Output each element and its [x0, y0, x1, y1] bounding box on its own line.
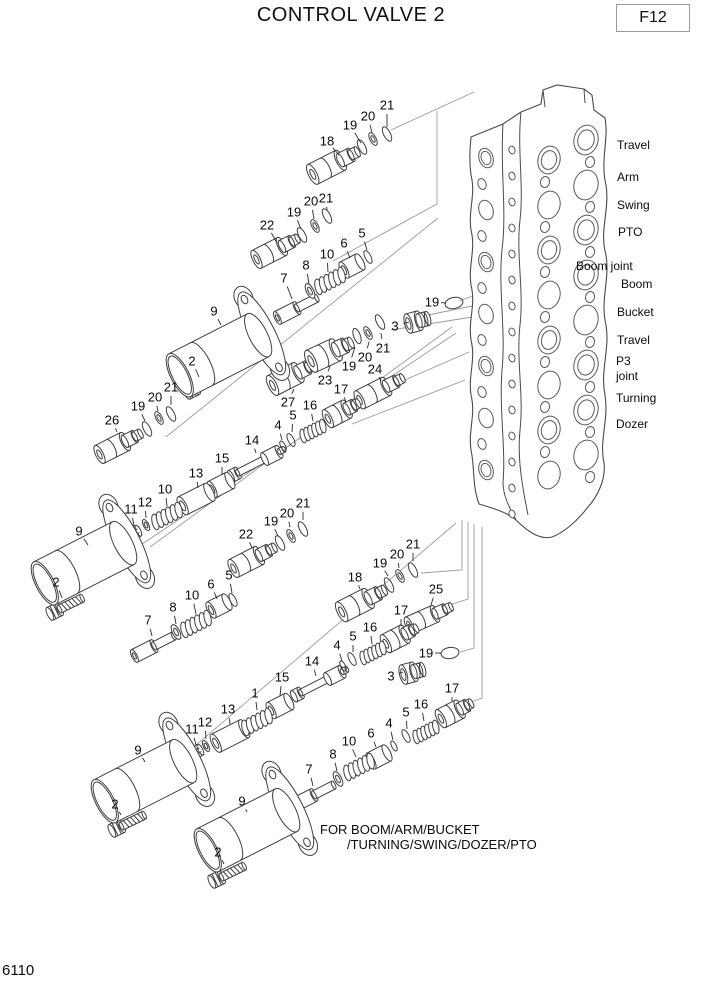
callout-leader	[314, 670, 316, 676]
part-number: 7	[305, 761, 313, 777]
part-number: 5	[349, 628, 357, 644]
part-number: 14	[244, 432, 260, 448]
callout-leader	[229, 718, 230, 724]
part-number: 22	[259, 217, 275, 233]
port-label: PTO	[618, 225, 643, 239]
callout-leader	[358, 585, 360, 589]
part-washer	[153, 410, 165, 425]
part-number: 15	[214, 450, 230, 466]
callout-leader	[255, 449, 256, 453]
callout-leader	[381, 333, 382, 339]
port-label: Bucket	[617, 305, 654, 319]
part-number: 22	[238, 526, 254, 542]
callout-leader	[250, 542, 252, 548]
part-ring	[406, 561, 419, 578]
part-number: 16	[302, 397, 318, 413]
part-number: 26	[104, 412, 120, 428]
part-number: 9	[75, 523, 83, 539]
part-number: 2	[188, 353, 196, 369]
part-number: 10	[157, 481, 173, 497]
part-number: 21	[318, 190, 334, 206]
callout-leader	[289, 522, 290, 527]
callout-leader	[280, 686, 281, 696]
part-number: 17	[333, 381, 349, 397]
callout-leader	[371, 636, 372, 644]
part-number: 24	[367, 361, 383, 377]
part-number: 2	[214, 844, 222, 860]
callout-leader	[292, 389, 294, 394]
part-number: 12	[137, 494, 153, 510]
part-number: 18	[347, 569, 363, 585]
part-ring	[296, 520, 309, 537]
part-spool	[433, 694, 477, 730]
part-number: 21	[163, 379, 179, 395]
callout-leader	[374, 741, 376, 747]
part-ring	[164, 405, 177, 422]
part-number: 3	[391, 318, 399, 334]
part-number: 11	[185, 721, 199, 737]
part-washer	[285, 528, 297, 543]
part-number: 7	[280, 270, 288, 286]
callout-leader	[275, 529, 278, 536]
part-number: 21	[375, 340, 391, 356]
callout-leader	[311, 778, 313, 786]
callout-leader	[280, 434, 282, 440]
port-label: Boom	[621, 277, 653, 291]
part-number: 7	[144, 612, 152, 628]
part-number: 9	[210, 303, 218, 319]
part-spool	[320, 394, 364, 430]
exploded-parts	[13, 125, 477, 900]
part-callouts	[52, 98, 459, 865]
callout-leader	[287, 286, 292, 299]
port-label: Dozer	[616, 417, 649, 431]
part-number: 19	[424, 294, 440, 310]
part-number: 19	[418, 645, 434, 661]
callout-leader	[256, 702, 257, 710]
port-label: joint	[616, 369, 639, 383]
part-number: 13	[220, 701, 236, 717]
part-number: 19	[130, 398, 146, 414]
port-label: Turning	[616, 391, 657, 405]
part-number: 5	[358, 225, 366, 241]
part-rod	[129, 629, 178, 663]
callout-leader	[115, 428, 117, 432]
callout-leader	[398, 563, 399, 568]
part-number: 3	[387, 668, 395, 684]
part-ring	[346, 651, 358, 666]
part-spool	[333, 579, 391, 623]
part-number: 16	[413, 696, 429, 712]
part-number: 19	[286, 204, 302, 220]
part-number: 8	[302, 257, 310, 273]
part-number: 19	[372, 555, 388, 571]
callout-leader	[367, 342, 369, 348]
page-title: CONTROL VALVE 2	[256, 4, 446, 26]
part-number: 25	[428, 581, 444, 597]
callout-leader	[218, 319, 221, 325]
callout-leader	[327, 263, 328, 272]
part-number: 6	[207, 576, 215, 592]
part-washer	[394, 568, 406, 583]
port-label: Travel	[617, 138, 650, 152]
part-number: 6	[340, 235, 348, 251]
port-label: Arm	[617, 170, 639, 184]
part-number: 10	[184, 587, 200, 603]
part-washer	[309, 218, 321, 233]
part-number: 2	[111, 796, 119, 812]
part-number: 20	[147, 389, 163, 405]
part-number: 19	[341, 358, 357, 374]
part-spool	[92, 424, 147, 465]
part-spool	[226, 538, 281, 579]
diagram-caption-line1: FOR BOOM/ARM/BUCKET	[320, 822, 480, 837]
callout-leader	[307, 274, 309, 284]
part-ring	[389, 740, 398, 752]
part-ring	[285, 432, 297, 447]
part-number: 15	[274, 669, 290, 685]
part-stem	[226, 442, 289, 483]
part-number: 20	[389, 546, 405, 562]
callout-leader	[150, 629, 152, 636]
callout-leader	[423, 713, 424, 721]
part-washer	[367, 131, 379, 146]
diagram-caption-line2: /TURNING/SWING/DOZER/PTO	[347, 837, 537, 852]
callout-leader	[166, 498, 167, 506]
part-spool	[249, 229, 304, 270]
page-code-badge: F12	[616, 4, 690, 32]
callout-leader	[312, 414, 313, 421]
callout-leader	[142, 414, 145, 421]
port-label: Swing	[617, 198, 650, 212]
part-number: 6	[367, 725, 375, 741]
callout-leader	[230, 584, 232, 593]
part-ringH	[440, 646, 459, 660]
part-number: 8	[329, 746, 337, 762]
part-plug	[402, 308, 433, 334]
part-ring	[400, 728, 412, 743]
part-number: 16	[362, 619, 378, 635]
part-washer	[362, 325, 374, 340]
part-number: 19	[263, 513, 279, 529]
part-number: 2	[52, 574, 60, 590]
callout-leader	[312, 210, 314, 219]
part-number: 5	[225, 567, 233, 583]
part-number: 18	[319, 133, 335, 149]
part-number: 5	[402, 704, 410, 720]
part-number: 5	[289, 407, 297, 423]
part-number: 20	[357, 349, 373, 365]
valve-body	[470, 85, 607, 538]
part-number: 20	[360, 108, 376, 124]
callout-leader	[340, 654, 342, 661]
callout-leader	[194, 738, 196, 745]
callout-leader	[353, 749, 356, 757]
part-number: 8	[169, 599, 177, 615]
part-number: 20	[279, 505, 295, 521]
part-number: 9	[134, 742, 142, 758]
part-number: 20	[303, 193, 319, 209]
part-cap	[148, 281, 297, 425]
part-number: 19	[342, 117, 358, 133]
part-number: 17	[393, 602, 409, 618]
part-number: 13	[188, 465, 204, 481]
part-number: 4	[385, 715, 393, 731]
part-number: 4	[333, 637, 341, 653]
part-cap	[13, 489, 162, 633]
callout-leader	[391, 732, 393, 740]
part-number: 21	[295, 495, 311, 511]
part-number: 17	[444, 680, 460, 696]
part-number: 10	[341, 733, 357, 749]
part-number: 10	[319, 246, 335, 262]
callout-leader	[175, 616, 176, 624]
part-washer	[141, 518, 151, 531]
port-label: Travel	[617, 333, 650, 347]
part-number: 21	[405, 536, 421, 552]
part-number: 12	[197, 714, 213, 730]
part-number: 1	[251, 685, 259, 701]
part-ring	[380, 125, 393, 142]
part-number: 9	[238, 793, 246, 809]
part-number: 4	[274, 417, 282, 433]
part-number: 11	[124, 501, 138, 517]
part-ring	[373, 313, 386, 330]
part-number: 23	[317, 372, 333, 388]
callout-leader	[335, 763, 337, 771]
port-label: Boom joint	[576, 259, 633, 273]
callout-leader	[194, 604, 196, 614]
port-label: P3	[616, 354, 631, 368]
part-number: 14	[304, 653, 320, 669]
callout-leader	[431, 598, 433, 605]
page-number: 6110	[2, 962, 35, 979]
part-number: 27	[280, 394, 296, 410]
callout-leader	[157, 406, 158, 411]
callout-leader	[370, 125, 372, 133]
callout-leader	[385, 571, 388, 576]
part-number: 21	[379, 97, 395, 113]
